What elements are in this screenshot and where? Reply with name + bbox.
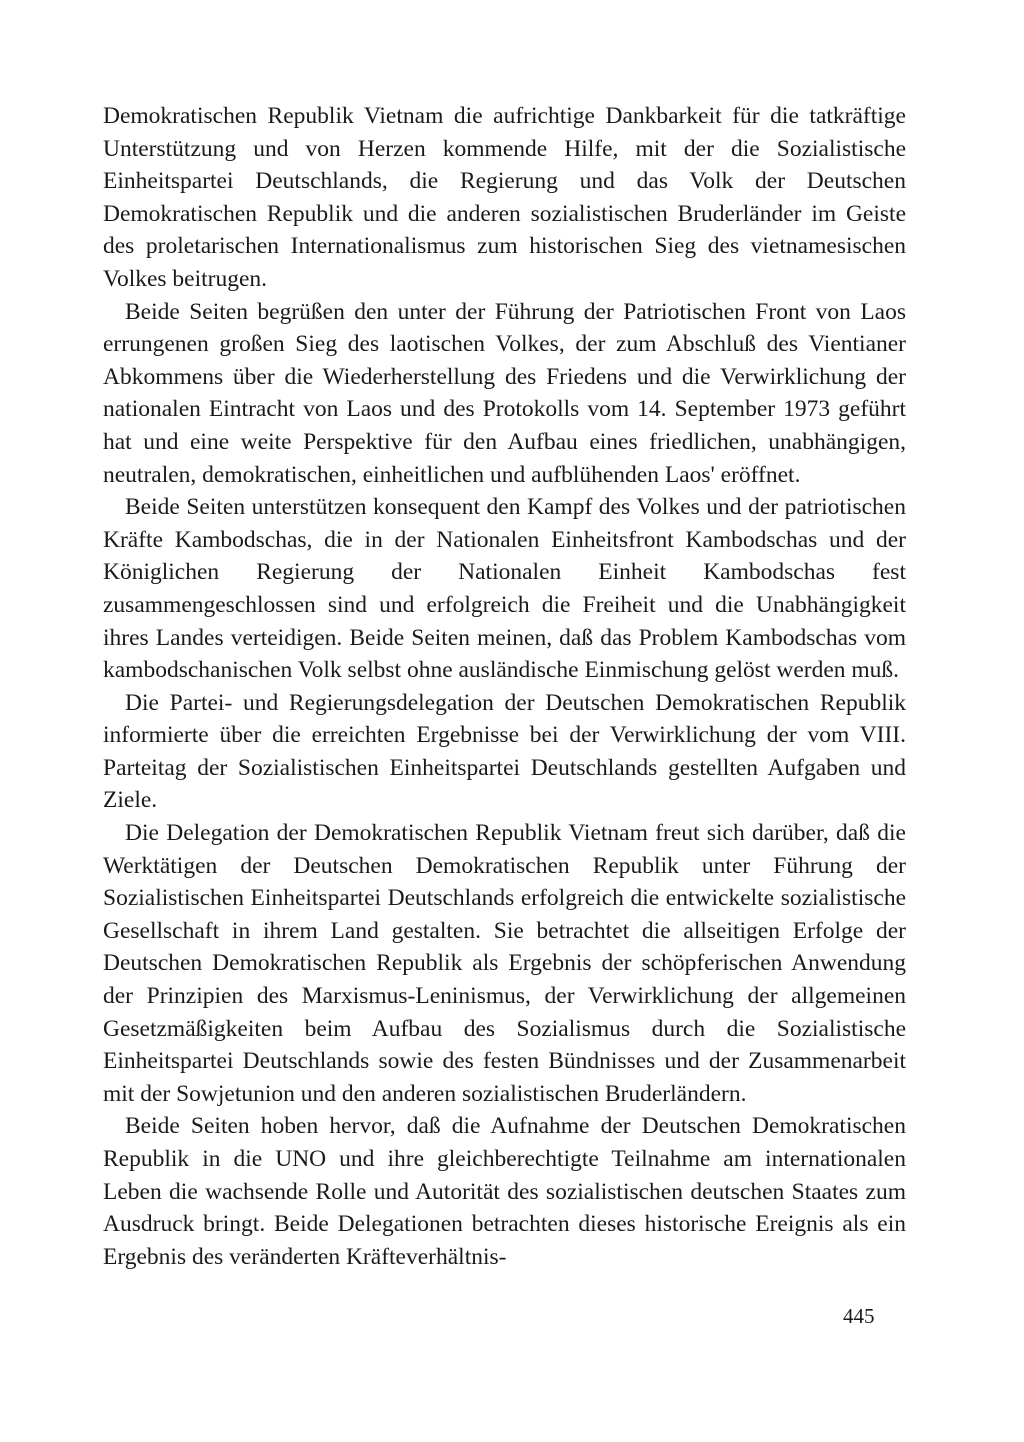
paragraph-4: Die Partei- und Regierungsdelegation der Deutschen Demokratischen Republik informierte über die erreichten Ergebnisse bei der Verwirklichung der vom VIII. Parteitag der Sozialistischen Einheitspartei Deutschlands gestellten Aufgaben und Ziele. (103, 689, 906, 814)
page-number: 445 (843, 1304, 875, 1328)
paragraph-3: Beide Seiten unterstützen konsequent den Kampf des Volkes und der patriotischen Kräfte Kambodschas, die in der Nationalen Einheitsfront Kambodschas und der Königlichen Regierung der Nationalen Einheit Kambodschas fest zusammengeschlossen sind und erfolgreich die Freiheit und die Unabhängigkeit ihres Landes verteidigen. Beide Seiten meinen, daß das Problem Kambodschas vom kambodschanischen Volk selbst ohne ausländische Einmischung gelöst werden muß. (103, 494, 906, 684)
body-text (103, 100, 906, 1273)
paragraph-1: Demokratischen Republik Vietnam die aufrichtige Dankbarkeit für die tatkräftige Unterstützung und von Herzen kommende Hilfe, mit der die Sozialistische Einheitspartei Deutschlands, die Regierung und das Volk der Deutschen Demokratischen Republik und die anderen sozialistischen Bruderländer im Geiste des proletarischen Internationalismus zum historischen Sieg des vietnamesischen Volkes beitrugen. (103, 103, 906, 292)
paragraph-2: Beide Seiten begrüßen den unter der Führung der Patriotischen Front von Laos errungenen großen Sieg des laotischen Volkes, der zum Abschluß des Vientianer Abkommens über die Wiederherstellung des Friedens und die Verwirklichung der nationalen Eintracht von Laos und des Protokolls vom 14. September 1973 geführt hat und eine weite Perspektive für den Aufbau eines friedlichen, unabhängigen, neutralen, demokratischen, einheitlichen und aufblühenden Laos' eröffnet. (103, 298, 906, 488)
paragraph-6: Beide Seiten hoben hervor, daß die Aufnahme der Deutschen Demokratischen Republik in die UNO und ihre gleichberechtigte Teilnahme am internationalen Leben die wachsende Rolle und Autorität des sozialistischen deutschen Staates zum Ausdruck bringt. Beide Delegationen betrachten dieses historische Ereignis als ein Ergebnis des veränderten Kräfteverhältnis- (103, 1113, 906, 1270)
paragraph-5: Die Delegation der Demokratischen Republik Vietnam freut sich darüber, daß die Werktätigen der Deutschen Demokratischen Republik unter Führung der Sozialistischen Einheitspartei Deutschlands erfolgreich die entwickelte sozialistische Gesellschaft in ihrem Land gestalten. Sie betrachtet die allseitigen Erfolge der Deutschen Demokratischen Republik als Ergebnis der schöpferischen Anwendung der Prinzipien des Marxismus-Leninismus, der Verwirklichung der allgemeinen Gesetzmäßigkeiten beim Aufbau des Sozialismus durch die Sozialistische Einheitspartei Deutschlands sowie des festen Bündnisses und der Zusammenarbeit mit der Sowjetunion und den anderen sozialistischen Bruderländern. (103, 820, 906, 1107)
